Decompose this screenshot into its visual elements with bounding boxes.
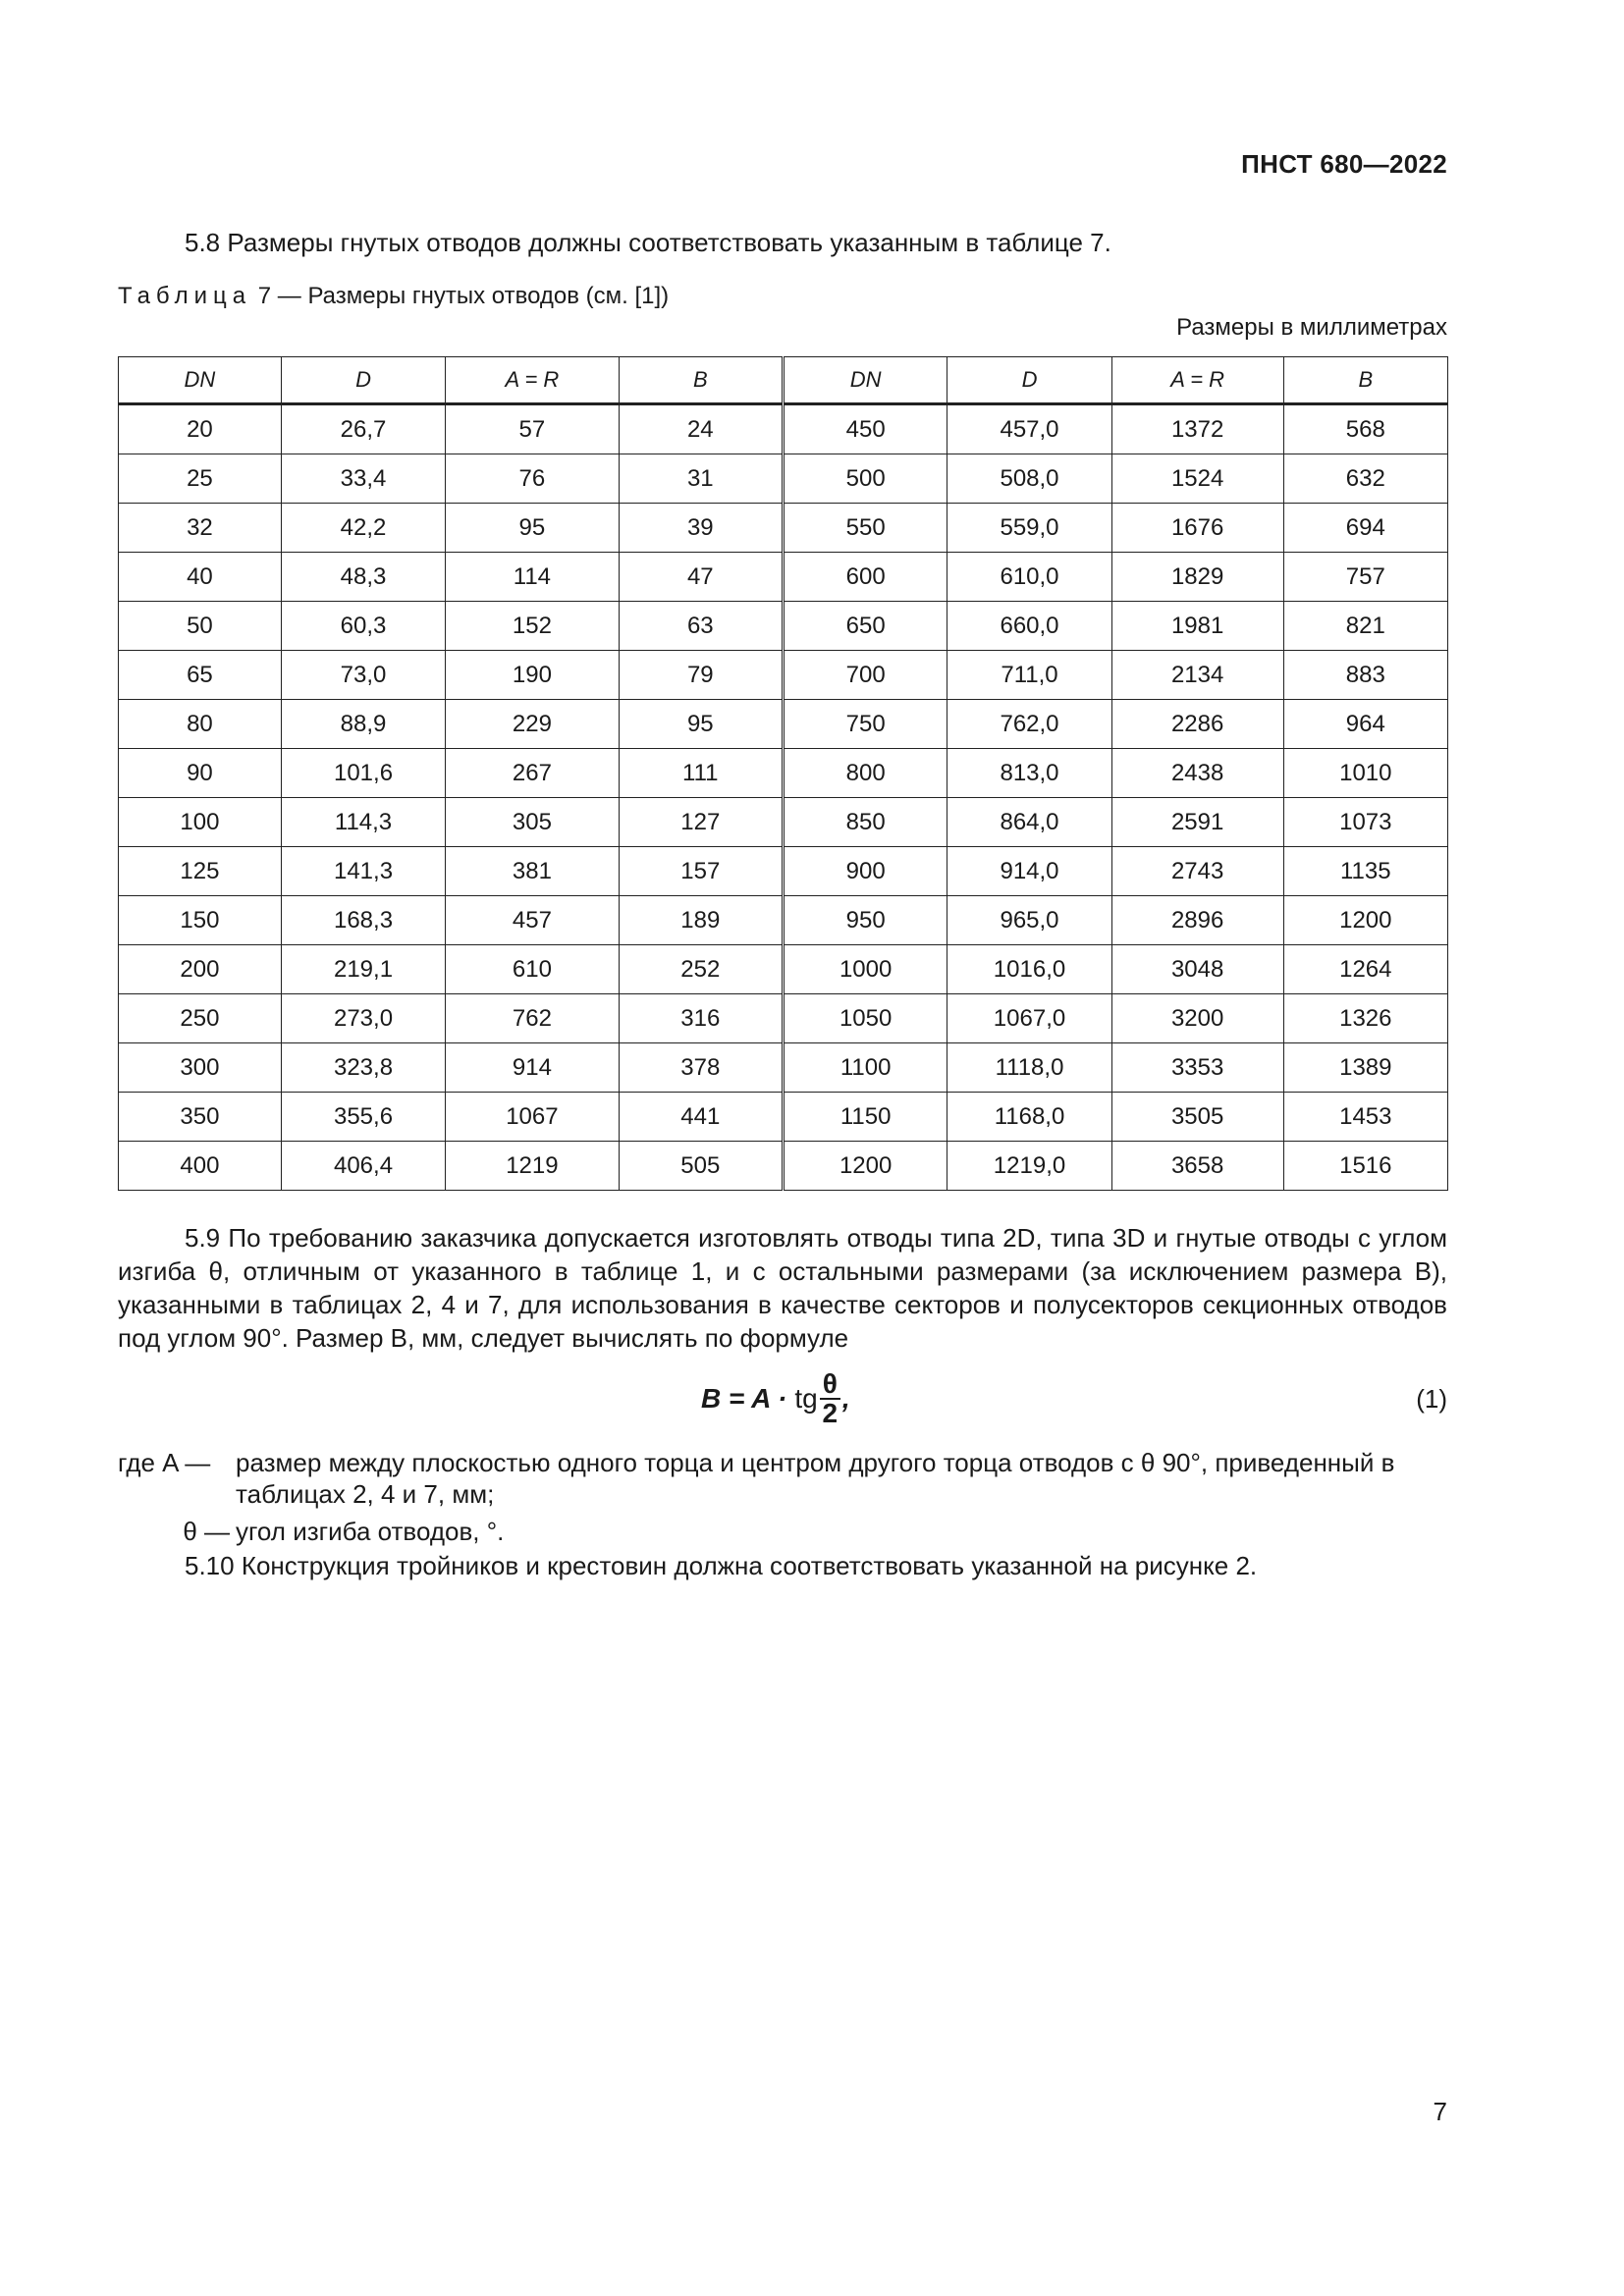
where-symbol: θ — [183,1517,230,1546]
where-item [118,1516,1447,1547]
where-item [118,1447,1447,1510]
table-cell: 267 [446,749,619,798]
formula [701,1370,850,1427]
table-cell: 610,0 [947,553,1111,602]
table-cell: 800 [783,749,947,798]
table-cell: 189 [619,896,783,945]
column-header: A = R [1111,357,1283,404]
table-cell: 3353 [1111,1043,1283,1093]
table-units: Размеры в миллиметрах [1176,314,1447,341]
table-cell: 157 [619,847,783,896]
paragraph-5-9-text: 5.9 По требованию заказчика допускается изготовлять отводы типа 2D, типа 3D и гнутые отводы с углом изгиба θ, отличным от указанного в таблице 1, и с остальными размерами (за исключением размера B), указанными в таблицах 2, 4 и 7, для использования в качестве секторов и полусекторов секционных отводов под углом 90°. Размер B, мм, следует вычислять по формуле [118,1223,1447,1353]
paragraph-5-10-text: 5.10 Конструкция тройников и крестовин должна соответствовать указанной на рисунке 2. [185,1551,1258,1580]
table-row [119,847,1448,896]
dimensions-table [118,356,1448,1191]
table-row [119,749,1448,798]
page-number: 7 [1433,2097,1447,2126]
table-cell: 457 [446,896,619,945]
table-caption [118,283,669,310]
table-cell: 111 [619,749,783,798]
column-header: DN [119,357,282,404]
table-cell: 50 [119,602,282,651]
equation-number: (1) [1416,1384,1447,1414]
table-cell: 1981 [1111,602,1283,651]
table-row [119,1142,1448,1191]
table-cell: 914,0 [947,847,1111,896]
table-cell: 24 [619,404,783,454]
table-cell: 152 [446,602,619,651]
table-cell: 305 [446,798,619,847]
table-cell: 450 [783,404,947,454]
table-cell: 3658 [1111,1142,1283,1191]
table-cell: 229 [446,700,619,749]
table-row [119,504,1448,553]
table-row [119,945,1448,994]
column-header: DN [783,357,947,404]
table-cell: 26,7 [281,404,445,454]
column-header: B [1283,357,1447,404]
table-cell: 190 [446,651,619,700]
table-cell: 964 [1283,700,1447,749]
table-cell: 406,4 [281,1142,445,1191]
table-cell: 100 [119,798,282,847]
document-code: ПНСТ 680—2022 [1241,149,1447,179]
formula-tail: , [841,1383,850,1414]
table-cell: 323,8 [281,1043,445,1093]
table-cell: 750 [783,700,947,749]
table-cell: 1453 [1283,1093,1447,1142]
table-row [119,454,1448,504]
table-cell: 1168,0 [947,1093,1111,1142]
table-cell: 39 [619,504,783,553]
paragraph-5-8 [118,226,1447,259]
table-cell: 711,0 [947,651,1111,700]
table-cell: 1200 [783,1142,947,1191]
table-cell: 65 [119,651,282,700]
table-cell: 1219,0 [947,1142,1111,1191]
table-cell: 73,0 [281,651,445,700]
table-cell: 1016,0 [947,945,1111,994]
table-cell: 80 [119,700,282,749]
table-cell: 1676 [1111,504,1283,553]
table-row [119,700,1448,749]
table-body [119,404,1448,1191]
table-cell: 762 [446,994,619,1043]
table-caption-title: 7 — Размеры гнутых отводов (см. [1]) [251,283,670,309]
paragraph-5-8-text: 5.8 Размеры гнутых отводов должны соответствовать указанным в таблице 7. [185,228,1111,257]
table-cell: 600 [783,553,947,602]
table-cell: 79 [619,651,783,700]
paragraph-5-10 [118,1549,1447,1582]
table-cell: 88,9 [281,700,445,749]
table-cell: 694 [1283,504,1447,553]
table-cell: 1067,0 [947,994,1111,1043]
table-cell: 2743 [1111,847,1283,896]
table-cell: 505 [619,1142,783,1191]
table-cell: 1000 [783,945,947,994]
table-cell: 965,0 [947,896,1111,945]
table-cell: 1150 [783,1093,947,1142]
table-cell: 60,3 [281,602,445,651]
column-header: B [619,357,783,404]
table-cell: 101,6 [281,749,445,798]
table-cell: 150 [119,896,282,945]
table-cell: 31 [619,454,783,504]
table-cell: 1372 [1111,404,1283,454]
table-cell: 25 [119,454,282,504]
table-cell: 273,0 [281,994,445,1043]
table-cell: 813,0 [947,749,1111,798]
table-cell: 1010 [1283,749,1447,798]
table-cell: 950 [783,896,947,945]
table-row [119,798,1448,847]
formula-denominator: 2 [822,1398,839,1428]
table-cell: 1067 [446,1093,619,1142]
table-cell: 316 [619,994,783,1043]
table-cell: 57 [446,404,619,454]
column-header: A = R [446,357,619,404]
table-cell: 568 [1283,404,1447,454]
table-cell: 1516 [1283,1142,1447,1191]
table-row [119,651,1448,700]
table-row [119,553,1448,602]
table-cell: 200 [119,945,282,994]
table-cell: 1073 [1283,798,1447,847]
table-cell: 632 [1283,454,1447,504]
table-cell: 40 [119,553,282,602]
table-cell: 2438 [1111,749,1283,798]
table-cell: 3505 [1111,1093,1283,1142]
paragraph-5-9 [118,1221,1447,1355]
table-cell: 700 [783,651,947,700]
table-cell: 219,1 [281,945,445,994]
table-row [119,404,1448,454]
table-row [119,994,1448,1043]
table-cell: 141,3 [281,847,445,896]
table-cell: 95 [619,700,783,749]
table-cell: 1118,0 [947,1043,1111,1093]
table-cell: 762,0 [947,700,1111,749]
table-cell: 33,4 [281,454,445,504]
table-cell: 252 [619,945,783,994]
table-cell: 48,3 [281,553,445,602]
table-cell: 47 [619,553,783,602]
table-cell: 95 [446,504,619,553]
table-cell: 883 [1283,651,1447,700]
table-cell: 1389 [1283,1043,1447,1093]
table-cell: 42,2 [281,504,445,553]
table-cell: 355,6 [281,1093,445,1142]
table-cell: 168,3 [281,896,445,945]
table-row [119,1043,1448,1093]
where-symbol: где A — [118,1448,211,1477]
formula-lhs: B = A · [701,1383,787,1414]
table-cell: 660,0 [947,602,1111,651]
formula-fraction [820,1370,840,1427]
table-cell: 1829 [1111,553,1283,602]
table-cell: 350 [119,1093,282,1142]
table-cell: 32 [119,504,282,553]
table-cell: 457,0 [947,404,1111,454]
table-cell: 1524 [1111,454,1283,504]
table-cell: 127 [619,798,783,847]
table-cell: 90 [119,749,282,798]
table-cell: 610 [446,945,619,994]
table-cell: 3048 [1111,945,1283,994]
table-cell: 1200 [1283,896,1447,945]
table-cell: 821 [1283,602,1447,651]
where-text: угол изгиба отводов, °. [236,1517,505,1546]
table-header-row [119,357,1448,404]
formula-tg: tg [794,1383,818,1414]
table-cell: 300 [119,1043,282,1093]
table-cell: 400 [119,1142,282,1191]
table-cell: 2286 [1111,700,1283,749]
table-cell: 2896 [1111,896,1283,945]
table-cell: 63 [619,602,783,651]
table-cell: 114 [446,553,619,602]
column-header: D [947,357,1111,404]
table-cell: 114,3 [281,798,445,847]
table-cell: 381 [446,847,619,896]
table-cell: 20 [119,404,282,454]
table-cell: 1100 [783,1043,947,1093]
table-cell: 650 [783,602,947,651]
table-cell: 1050 [783,994,947,1043]
table-cell: 914 [446,1043,619,1093]
table-cell: 508,0 [947,454,1111,504]
table-cell: 864,0 [947,798,1111,847]
table-cell: 900 [783,847,947,896]
table-cell: 500 [783,454,947,504]
table-cell: 441 [619,1093,783,1142]
table-cell: 1326 [1283,994,1447,1043]
formula-numerator: θ [820,1370,840,1400]
table-cell: 76 [446,454,619,504]
where-text: размер между плоскостью одного торца и центром другого торца отводов с θ 90°, приведенный в таблицах 2, 4 и 7, мм; [236,1448,1395,1509]
table-cell: 1219 [446,1142,619,1191]
table-cell: 757 [1283,553,1447,602]
table-cell: 125 [119,847,282,896]
table-cell: 850 [783,798,947,847]
column-header: D [281,357,445,404]
table-row [119,896,1448,945]
table-cell: 2591 [1111,798,1283,847]
table-caption-label: Таблица [118,283,252,309]
table-cell: 559,0 [947,504,1111,553]
table-cell: 3200 [1111,994,1283,1043]
table-cell: 250 [119,994,282,1043]
table-cell: 550 [783,504,947,553]
table-cell: 378 [619,1043,783,1093]
table-cell: 1264 [1283,945,1447,994]
table-row [119,1093,1448,1142]
table-row [119,602,1448,651]
table-cell: 2134 [1111,651,1283,700]
table-cell: 1135 [1283,847,1447,896]
